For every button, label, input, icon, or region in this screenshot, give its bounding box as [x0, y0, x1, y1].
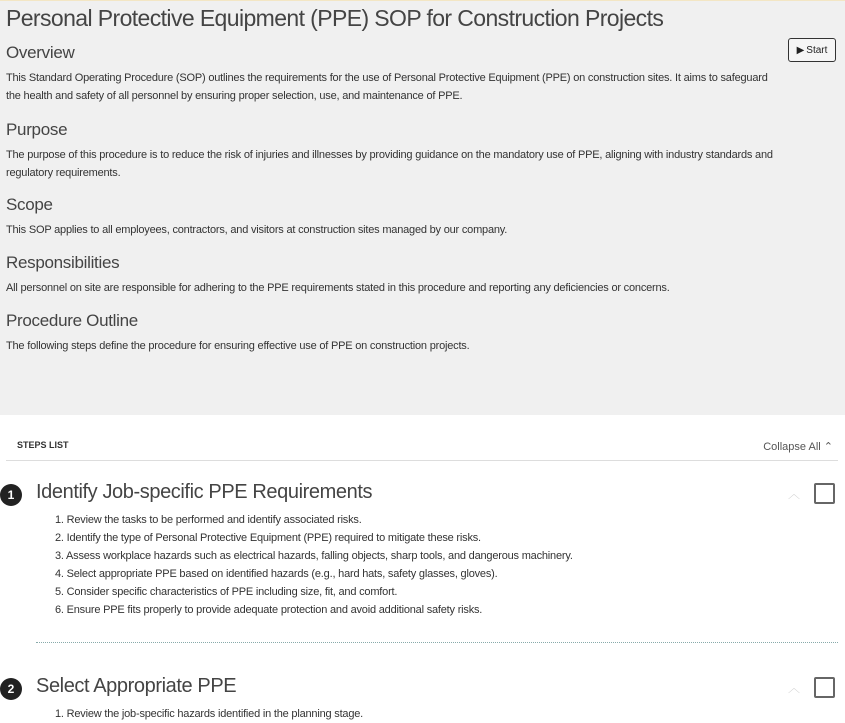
- section-text: This Standard Operating Procedure (SOP) outlines the requirements for the use of Personal Protective Equipment (PPE) on construction sites. It aims to safeguard the health and safety of all personnel by ensuring proper selection, use, and maintenance of PPE.: [6, 72, 768, 102]
- step-number-badge: 2: [0, 678, 22, 700]
- step-items: [55, 705, 363, 723]
- section-scope: [6, 195, 776, 239]
- section-text: The purpose of this procedure is to reduce the risk of injuries and illnesses by providing guidance on the mandatory use of PPE, aligning with industry standards and regulatory requirements.: [6, 149, 773, 179]
- step-number-badge: 1: [0, 484, 22, 506]
- list-item: 1. Review the job-specific hazards identified in the planning stage.: [55, 708, 364, 720]
- section-heading: Overview: [6, 43, 75, 62]
- section-heading: Purpose: [6, 120, 68, 139]
- section-purpose: [6, 120, 776, 182]
- collapse-all-button[interactable]: Collapse All ⌃: [763, 441, 833, 453]
- step-checkbox[interactable]: [814, 483, 835, 504]
- play-icon: ▶: [796, 44, 805, 56]
- section-procedure-outline: [6, 311, 776, 355]
- section-heading: Procedure Outline: [6, 311, 138, 330]
- step-divider: [36, 642, 838, 643]
- step-checkbox[interactable]: [814, 677, 835, 698]
- list-item: 4. Select appropriate PPE based on identified hazards (e.g., hard hats, safety glasses, gloves).: [55, 568, 498, 580]
- step-title[interactable]: Select Appropriate PPE: [36, 675, 237, 697]
- page-title: Personal Protective Equipment (PPE) SOP for Construction Projects: [6, 5, 664, 31]
- list-item: 1. Review the tasks to be performed and identify associated risks.: [55, 514, 362, 526]
- divider: [6, 460, 838, 461]
- steps-list-label: STEPS LIST: [17, 440, 69, 450]
- section-heading: Responsibilities: [6, 253, 120, 272]
- section-heading: Scope: [6, 195, 53, 214]
- section-overview: [6, 43, 776, 105]
- section-text: The following steps define the procedure for ensuring effective use of PPE on construction projects.: [6, 340, 470, 352]
- list-item: 2. Identify the type of Personal Protective Equipment (PPE) required to mitigate these risks.: [55, 532, 481, 544]
- chevron-up-icon: ⌃: [823, 441, 833, 453]
- section-text: This SOP applies to all employees, contractors, and visitors at construction sites managed by our company.: [6, 224, 508, 236]
- step-title[interactable]: Identify Job-specific PPE Requirements: [36, 481, 373, 503]
- chevron-up-icon[interactable]: ︿: [788, 681, 801, 695]
- step-items: [55, 511, 573, 619]
- list-item: 3. Assess workplace hazards such as electrical hazards, falling objects, sharp tools, and dangerous machinery.: [55, 550, 573, 562]
- start-button[interactable]: ▶ Start: [788, 38, 836, 62]
- section-responsibilities: [6, 253, 776, 297]
- list-item: 6. Ensure PPE fits properly to provide adequate protection and avoid additional safety risks.: [55, 604, 483, 616]
- chevron-up-icon[interactable]: ︿: [788, 487, 801, 501]
- section-text: All personnel on site are responsible for adhering to the PPE requirements stated in this procedure and reporting any deficiencies or concerns.: [6, 282, 670, 294]
- list-item: 5. Consider specific characteristics of PPE including size, fit, and comfort.: [55, 586, 398, 598]
